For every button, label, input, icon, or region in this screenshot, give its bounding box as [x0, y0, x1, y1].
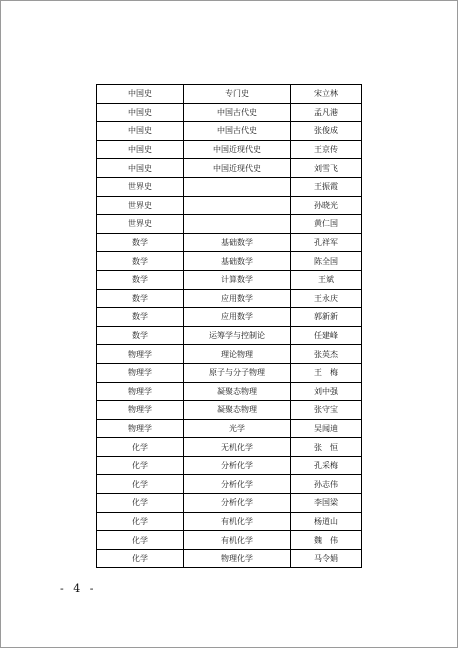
- name-cell: 黄仁国: [291, 215, 362, 234]
- specialty-cell: 原子与分子物理: [184, 363, 291, 382]
- name-cell: 杨道山: [291, 512, 362, 531]
- roster-table-body: [97, 85, 362, 568]
- table-row: [97, 363, 362, 382]
- discipline-cell: 化学: [97, 494, 184, 513]
- discipline-cell: 化学: [97, 549, 184, 568]
- specialty-cell: 运筹学与控制论: [184, 326, 291, 345]
- table-row: [97, 419, 362, 438]
- name-cell: 张英杰: [291, 345, 362, 364]
- name-cell: 李国梁: [291, 494, 362, 513]
- specialty-cell: 物理化学: [184, 549, 291, 568]
- specialty-cell: 分析化学: [184, 494, 291, 513]
- table-row: [97, 456, 362, 475]
- name-cell: 马令娟: [291, 549, 362, 568]
- name-cell: 陈全国: [291, 252, 362, 271]
- discipline-cell: 中国史: [97, 159, 184, 178]
- specialty-cell: 基础数学: [184, 233, 291, 252]
- table-row: [97, 382, 362, 401]
- specialty-cell: 凝聚态物理: [184, 382, 291, 401]
- specialty-cell: 基础数学: [184, 252, 291, 271]
- table-row: [97, 475, 362, 494]
- table-row: [97, 345, 362, 364]
- name-cell: 魏 伟: [291, 531, 362, 550]
- roster-table: [96, 84, 362, 568]
- table-row: [97, 85, 362, 104]
- name-cell: 孔采梅: [291, 456, 362, 475]
- discipline-cell: 数学: [97, 308, 184, 327]
- specialty-cell: 分析化学: [184, 475, 291, 494]
- specialty-cell: [184, 177, 291, 196]
- discipline-cell: 数学: [97, 270, 184, 289]
- name-cell: 郭新新: [291, 308, 362, 327]
- table-row: [97, 122, 362, 141]
- specialty-cell: 中国古代史: [184, 103, 291, 122]
- name-cell: 张 恒: [291, 438, 362, 457]
- specialty-cell: [184, 215, 291, 234]
- table-row: [97, 159, 362, 178]
- specialty-cell: 无机化学: [184, 438, 291, 457]
- name-cell: 任建峰: [291, 326, 362, 345]
- name-cell: 王 梅: [291, 363, 362, 382]
- name-cell: 王京传: [291, 140, 362, 159]
- discipline-cell: 世界史: [97, 177, 184, 196]
- specialty-cell: 专门史: [184, 85, 291, 104]
- discipline-cell: 物理学: [97, 382, 184, 401]
- discipline-cell: 化学: [97, 512, 184, 531]
- name-cell: 王振霞: [291, 177, 362, 196]
- name-cell: 刘中强: [291, 382, 362, 401]
- table-row: [97, 531, 362, 550]
- discipline-cell: 物理学: [97, 401, 184, 420]
- discipline-cell: 数学: [97, 289, 184, 308]
- table-row: [97, 512, 362, 531]
- discipline-cell: 数学: [97, 326, 184, 345]
- name-cell: 张俊成: [291, 122, 362, 141]
- discipline-cell: 中国史: [97, 85, 184, 104]
- table-row: [97, 289, 362, 308]
- table-row: [97, 252, 362, 271]
- discipline-cell: 数学: [97, 233, 184, 252]
- discipline-cell: 世界史: [97, 215, 184, 234]
- discipline-cell: 物理学: [97, 419, 184, 438]
- specialty-cell: 中国古代史: [184, 122, 291, 141]
- name-cell: 孟凡港: [291, 103, 362, 122]
- table-row: [97, 215, 362, 234]
- table-row: [97, 401, 362, 420]
- specialty-cell: [184, 196, 291, 215]
- discipline-cell: 数学: [97, 252, 184, 271]
- table-row: [97, 196, 362, 215]
- page-number: - 4 -: [60, 582, 97, 595]
- table-row: [97, 494, 362, 513]
- specialty-cell: 应用数学: [184, 308, 291, 327]
- table-row: [97, 438, 362, 457]
- specialty-cell: 有机化学: [184, 531, 291, 550]
- specialty-cell: 应用数学: [184, 289, 291, 308]
- discipline-cell: 世界史: [97, 196, 184, 215]
- discipline-cell: 中国史: [97, 103, 184, 122]
- name-cell: 吴闻迪: [291, 419, 362, 438]
- discipline-cell: 物理学: [97, 363, 184, 382]
- table-row: [97, 326, 362, 345]
- name-cell: 刘雪飞: [291, 159, 362, 178]
- specialty-cell: 光学: [184, 419, 291, 438]
- table-row: [97, 549, 362, 568]
- name-cell: 王永庆: [291, 289, 362, 308]
- discipline-cell: 化学: [97, 531, 184, 550]
- name-cell: 王斌: [291, 270, 362, 289]
- table-row: [97, 103, 362, 122]
- table-row: [97, 270, 362, 289]
- table-row: [97, 308, 362, 327]
- discipline-cell: 化学: [97, 475, 184, 494]
- discipline-cell: 中国史: [97, 140, 184, 159]
- specialty-cell: 有机化学: [184, 512, 291, 531]
- name-cell: 孙晓光: [291, 196, 362, 215]
- name-cell: 宋立林: [291, 85, 362, 104]
- discipline-cell: 中国史: [97, 122, 184, 141]
- specialty-cell: 理论物理: [184, 345, 291, 364]
- name-cell: 张守宝: [291, 401, 362, 420]
- specialty-cell: 计算数学: [184, 270, 291, 289]
- table-row: [97, 140, 362, 159]
- discipline-cell: 化学: [97, 456, 184, 475]
- table-row: [97, 233, 362, 252]
- specialty-cell: 分析化学: [184, 456, 291, 475]
- name-cell: 孙志伟: [291, 475, 362, 494]
- discipline-cell: 物理学: [97, 345, 184, 364]
- specialty-cell: 中国近现代史: [184, 140, 291, 159]
- specialty-cell: 凝聚态物理: [184, 401, 291, 420]
- specialty-cell: 中国近现代史: [184, 159, 291, 178]
- name-cell: 孔祥军: [291, 233, 362, 252]
- table-row: [97, 177, 362, 196]
- discipline-cell: 化学: [97, 438, 184, 457]
